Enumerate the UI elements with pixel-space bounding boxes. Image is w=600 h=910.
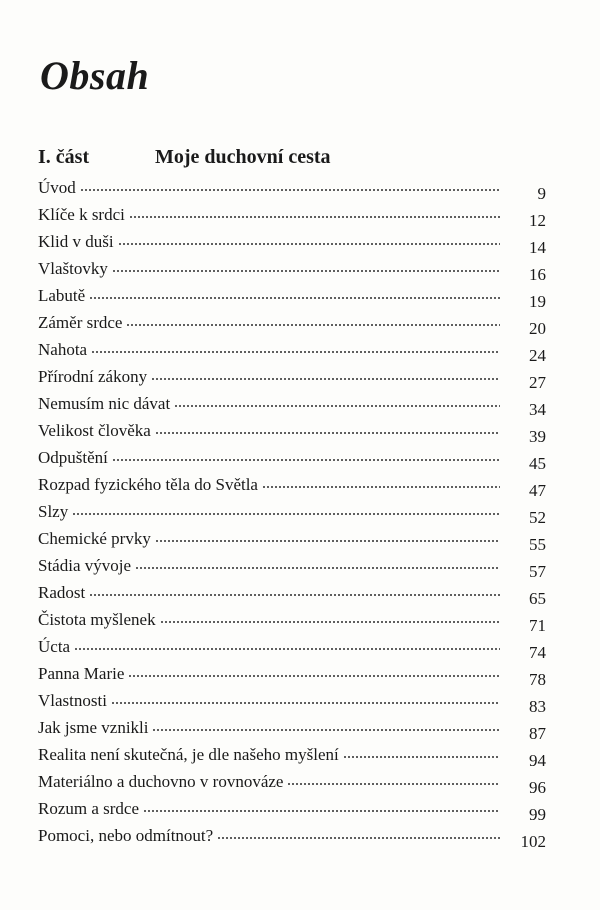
dot-leader [72, 512, 500, 516]
toc-entry[interactable] [38, 745, 546, 772]
toc-entry-page: 16 [529, 265, 546, 284]
toc-entry-title: Rozum a srdce [38, 799, 140, 818]
toc-entry[interactable] [38, 286, 546, 313]
toc-entry-page: 27 [529, 373, 546, 392]
dot-leader [111, 701, 500, 705]
toc-entry[interactable] [38, 718, 546, 745]
toc-entry[interactable] [38, 502, 546, 529]
dot-leader [155, 431, 500, 435]
toc-entry-page: 9 [537, 184, 546, 203]
toc-entry[interactable] [38, 394, 546, 421]
toc-entry-page: 57 [529, 562, 546, 581]
toc-entry[interactable] [38, 475, 546, 502]
toc-entry-page: 12 [529, 211, 546, 230]
toc-entry-title: Vlaštovky [38, 259, 108, 278]
toc-entry-title: Odpuštění [38, 448, 108, 467]
toc-entry[interactable] [38, 826, 546, 853]
toc-entry[interactable] [38, 232, 546, 259]
toc-entry-page: 65 [529, 589, 546, 608]
toc-entry-title: Labutě [38, 286, 86, 305]
part-label: I. část [38, 146, 90, 168]
toc-entry[interactable] [38, 664, 546, 691]
toc-entry-page: 39 [529, 427, 546, 446]
dot-leader [217, 836, 500, 840]
toc-entry-title: Úcta [38, 637, 71, 656]
toc-entry-page: 94 [529, 751, 546, 770]
toc-entry-title: Materiálno a duchovno v rovnováze [38, 772, 284, 791]
toc-entry-title: Chemické prvky [38, 529, 151, 548]
dot-leader [174, 404, 500, 408]
toc-entry-page: 83 [529, 697, 546, 716]
toc-entry-page: 78 [529, 670, 546, 689]
toc-entry[interactable] [38, 691, 546, 718]
toc-entry-page: 14 [529, 238, 546, 257]
toc-entry-page: 99 [529, 805, 546, 824]
toc-entry-page: 74 [529, 643, 546, 662]
toc-entry-title: Záměr srdce [38, 313, 123, 332]
toc-entry[interactable] [38, 772, 546, 799]
toc-entry[interactable] [38, 421, 546, 448]
toc-entry[interactable] [38, 610, 546, 637]
toc-entry-title: Realita není skutečná, je dle našeho myšlení [38, 745, 339, 764]
dot-leader [89, 593, 500, 597]
toc-entry-page: 96 [529, 778, 546, 797]
toc-entry-page: 19 [529, 292, 546, 311]
dot-leader [152, 728, 500, 732]
toc-entry-title: Radost [38, 583, 86, 602]
toc-entry-title: Panna Marie [38, 664, 125, 683]
toc-entry-page: 20 [529, 319, 546, 338]
toc-entry-title: Klíče k srdci [38, 205, 125, 224]
toc-entry-title: Přírodní zákony [38, 367, 148, 386]
toc-entry[interactable] [38, 637, 546, 664]
toc-entry[interactable] [38, 583, 546, 610]
dot-leader [118, 242, 500, 246]
dot-leader [74, 647, 500, 651]
toc-entry-title: Pomoci, nebo odmítnout? [38, 826, 214, 845]
dot-leader [112, 458, 500, 462]
toc-entry[interactable] [38, 205, 546, 232]
toc-entry-title: Rozpad fyzického těla do Světla [38, 475, 258, 494]
dot-leader [91, 350, 500, 354]
toc-entry-title: Klid v duši [38, 232, 114, 251]
toc-entry[interactable] [38, 340, 546, 367]
part-name: Moje duchovní cesta [155, 146, 331, 168]
toc-entry-page: 102 [520, 832, 546, 851]
dot-leader [126, 323, 500, 327]
toc-entry-title: Nemusím nic dávat [38, 394, 171, 413]
dot-leader [135, 566, 500, 570]
toc-entry-page: 47 [529, 481, 546, 500]
dot-leader [262, 485, 500, 489]
toc-entry-page: 24 [529, 346, 546, 365]
toc-entry[interactable] [38, 178, 546, 205]
dot-leader [343, 755, 500, 759]
page-title: Obsah [40, 53, 150, 98]
toc-entry-title: Stádia vývoje [38, 556, 132, 575]
toc-entry[interactable] [38, 529, 546, 556]
toc-entry-page: 55 [529, 535, 546, 554]
dot-leader [128, 674, 500, 678]
toc-entry[interactable] [38, 448, 546, 475]
dot-leader [143, 809, 500, 813]
toc-entry-page: 45 [529, 454, 546, 473]
toc-entry-page: 34 [529, 400, 546, 419]
dot-leader [89, 296, 500, 300]
dot-leader [151, 377, 500, 381]
toc-entry-title: Úvod [38, 178, 76, 197]
toc-entry-page: 52 [529, 508, 546, 527]
dot-leader [129, 215, 500, 219]
toc-entry-title: Čistota myšlenek [38, 610, 156, 629]
dot-leader [155, 539, 500, 543]
toc-entry-title: Slzy [38, 502, 69, 521]
toc-entry[interactable] [38, 313, 546, 340]
toc-entry[interactable] [38, 556, 546, 583]
toc-entry-title: Jak jsme vznikli [38, 718, 149, 737]
toc-entry-page: 71 [529, 616, 546, 635]
toc-entry-page: 87 [529, 724, 546, 743]
toc-entry[interactable] [38, 367, 546, 394]
dot-leader [287, 782, 500, 786]
toc-entry-title: Velikost člověka [38, 421, 151, 440]
dot-leader [112, 269, 500, 273]
dot-leader [80, 188, 500, 192]
table-of-contents [38, 178, 546, 853]
toc-entry-title: Vlastnosti [38, 691, 107, 710]
dot-leader [160, 620, 500, 624]
toc-entry[interactable] [38, 799, 546, 826]
toc-entry-title: Nahota [38, 340, 88, 359]
toc-entry[interactable] [38, 259, 546, 286]
